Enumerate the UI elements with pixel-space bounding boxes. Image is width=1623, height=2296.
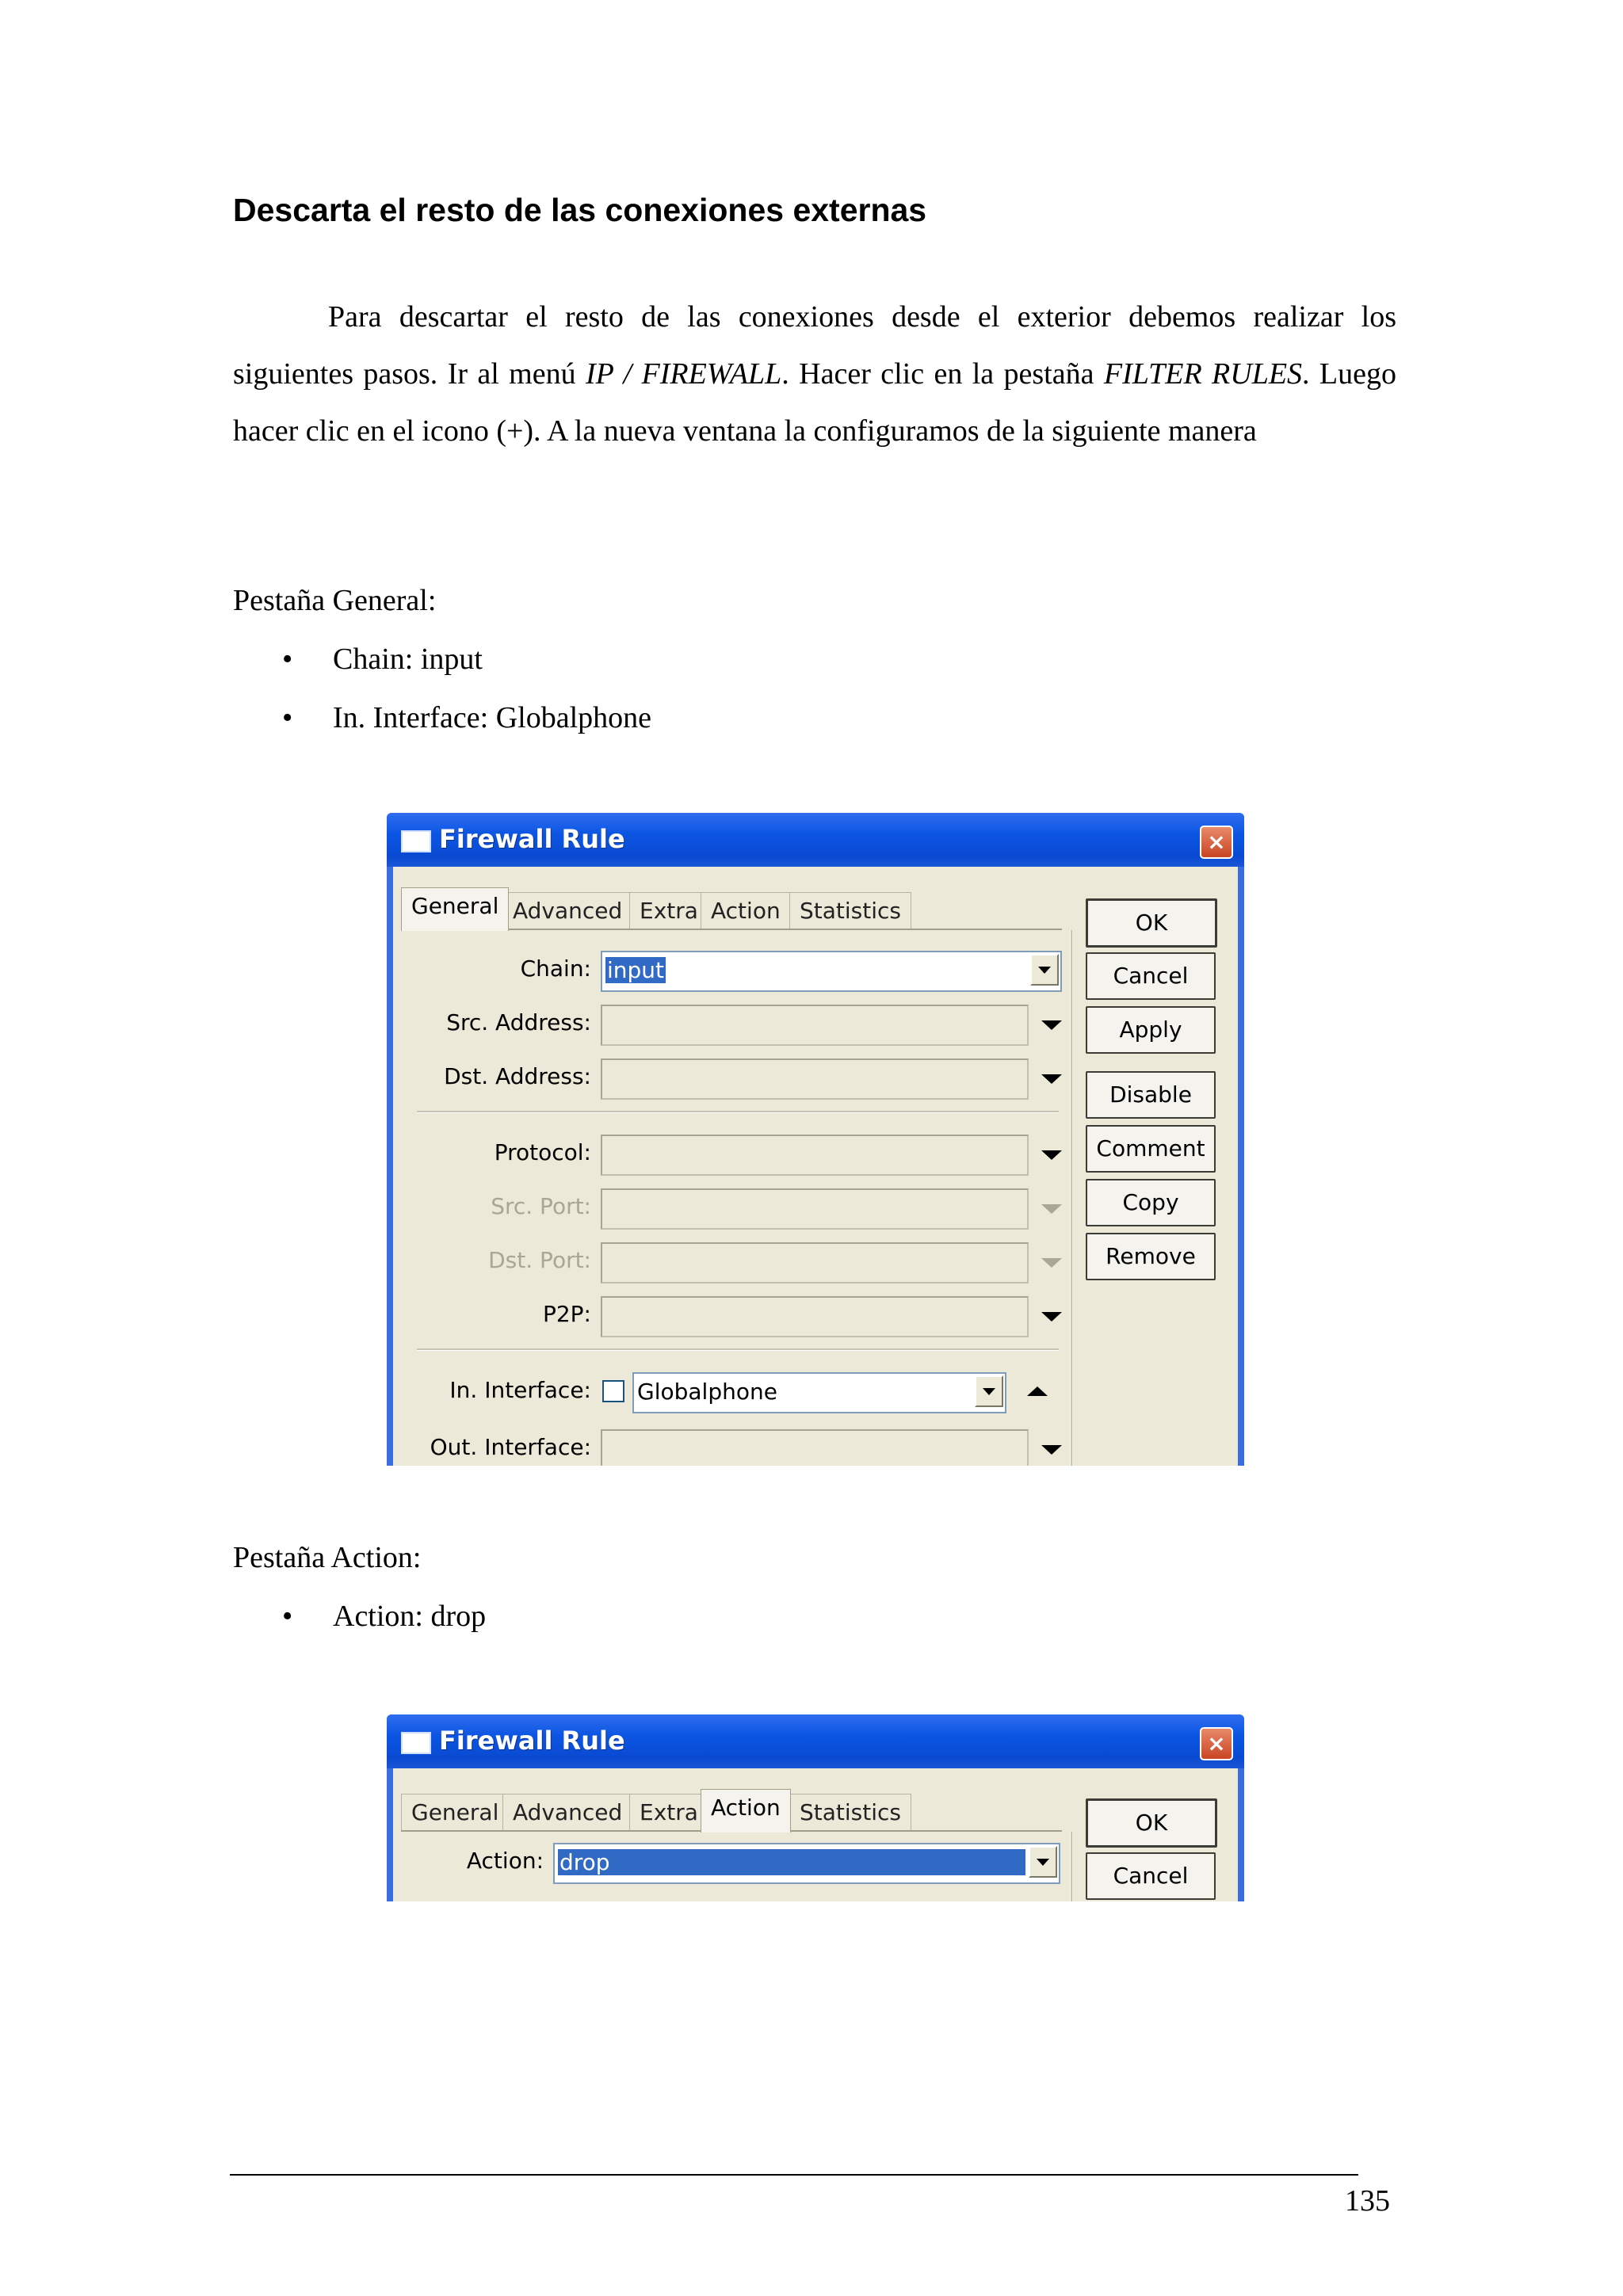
src-address-label: Src. Address:: [446, 1009, 591, 1035]
out-interface-label: Out. Interface:: [430, 1434, 591, 1460]
chevron-down-icon[interactable]: [1041, 1312, 1062, 1322]
tab-name: FILTER RULES: [1103, 357, 1303, 391]
ok-button[interactable]: OK: [1086, 898, 1217, 948]
tab-statistics[interactable]: Statistics: [789, 892, 911, 929]
window-titlebar[interactable]: [387, 813, 1244, 867]
chevron-down-icon[interactable]: [1041, 1020, 1062, 1030]
remove-button[interactable]: Remove: [1086, 1233, 1216, 1280]
firewall-rule-window-general: [387, 813, 1244, 1466]
in-interface-label: In. Interface:: [449, 1377, 591, 1403]
chevron-down-icon[interactable]: [1041, 1445, 1062, 1455]
tab-advanced[interactable]: Advanced: [502, 1794, 632, 1831]
chain-label: Chain:: [520, 955, 591, 982]
tab-advanced[interactable]: Advanced: [502, 892, 632, 929]
divider: [417, 1111, 1059, 1113]
divider: [417, 1348, 1059, 1351]
out-interface-field[interactable]: [601, 1429, 1029, 1466]
chevron-down-icon: [1041, 1258, 1062, 1268]
chevron-down-icon[interactable]: [1029, 1846, 1057, 1878]
ok-button[interactable]: OK: [1086, 1798, 1217, 1848]
tab-extra[interactable]: Extra: [629, 892, 708, 929]
window-client: [393, 867, 1238, 1466]
action-select[interactable]: [553, 1843, 1060, 1884]
action-label: Action:: [466, 1848, 544, 1874]
action-value: drop: [558, 1849, 1025, 1875]
chain-value: input: [607, 957, 665, 983]
in-interface-negate-checkbox[interactable]: [602, 1380, 624, 1402]
comment-button[interactable]: Comment: [1086, 1125, 1216, 1173]
tab-general[interactable]: General: [401, 1794, 509, 1831]
chevron-down-icon[interactable]: [1041, 1074, 1062, 1084]
in-interface-value: Globalphone: [637, 1379, 777, 1405]
tab-extra[interactable]: Extra: [629, 1794, 708, 1831]
menu-path: IP / FIREWALL: [586, 357, 782, 391]
src-port-label: Src. Port:: [491, 1193, 591, 1219]
apply-button[interactable]: Apply: [1086, 1006, 1216, 1054]
chain-select[interactable]: [601, 951, 1062, 992]
dst-address-label: Dst. Address:: [444, 1063, 591, 1089]
close-button[interactable]: ×: [1200, 826, 1233, 859]
cancel-button[interactable]: Cancel: [1086, 952, 1216, 1000]
dst-address-field[interactable]: [601, 1058, 1029, 1100]
chevron-down-icon[interactable]: [975, 1375, 1003, 1407]
window-icon: [401, 830, 431, 852]
window-title: Firewall Rule: [439, 1726, 625, 1756]
tab-general[interactable]: General: [401, 887, 509, 931]
chevron-down-icon[interactable]: [1041, 1150, 1062, 1160]
footer-rule: [230, 2174, 1358, 2176]
tab-action[interactable]: Action: [701, 1789, 791, 1833]
window-icon: [401, 1732, 431, 1754]
cancel-button[interactable]: Cancel: [1086, 1852, 1216, 1900]
window-titlebar[interactable]: [387, 1714, 1244, 1768]
protocol-field[interactable]: [601, 1135, 1029, 1176]
in-interface-select[interactable]: [632, 1372, 1006, 1413]
protocol-label: Protocol:: [494, 1139, 591, 1165]
firewall-rule-window-action: [387, 1714, 1244, 1901]
tab-statistics[interactable]: Statistics: [789, 1794, 911, 1831]
chevron-down-icon[interactable]: [1030, 954, 1059, 986]
intro-paragraph: Para descartar el resto de las conexiones desde el exterior debemos realizar los siguientes pasos. Ir al menú IP / FIREWALL. Hacer clic en la pestaña FILTER RULES. Luego hacer clic en el icono (+). A la nueva ventana la configuramos de la siguiente manera: [233, 300, 1397, 448]
copy-button[interactable]: Copy: [1086, 1179, 1216, 1226]
window-client: [393, 1768, 1238, 1901]
chevron-up-icon[interactable]: [1027, 1386, 1048, 1396]
section-heading: Descarta el resto de las conexiones externas: [233, 192, 927, 228]
tab-action[interactable]: Action: [701, 892, 791, 929]
p2p-field[interactable]: [601, 1296, 1029, 1337]
close-button[interactable]: ×: [1200, 1727, 1233, 1760]
dst-port-label: Dst. Port:: [488, 1247, 591, 1273]
src-port-field: [601, 1188, 1029, 1230]
dst-port-field: [601, 1242, 1029, 1283]
vertical-divider: [1070, 930, 1072, 1466]
p2p-label: P2P:: [542, 1301, 591, 1327]
disable-button[interactable]: Disable: [1086, 1071, 1216, 1119]
action-tab-label: Pestaña Action:: [233, 1541, 422, 1574]
page-number: 135: [1345, 2184, 1390, 2218]
vertical-divider: [1070, 1832, 1072, 1901]
window-title: Firewall Rule: [439, 824, 625, 854]
general-tab-label: Pestaña General:: [233, 584, 437, 617]
src-address-field[interactable]: [601, 1005, 1029, 1046]
chevron-down-icon: [1041, 1204, 1062, 1214]
